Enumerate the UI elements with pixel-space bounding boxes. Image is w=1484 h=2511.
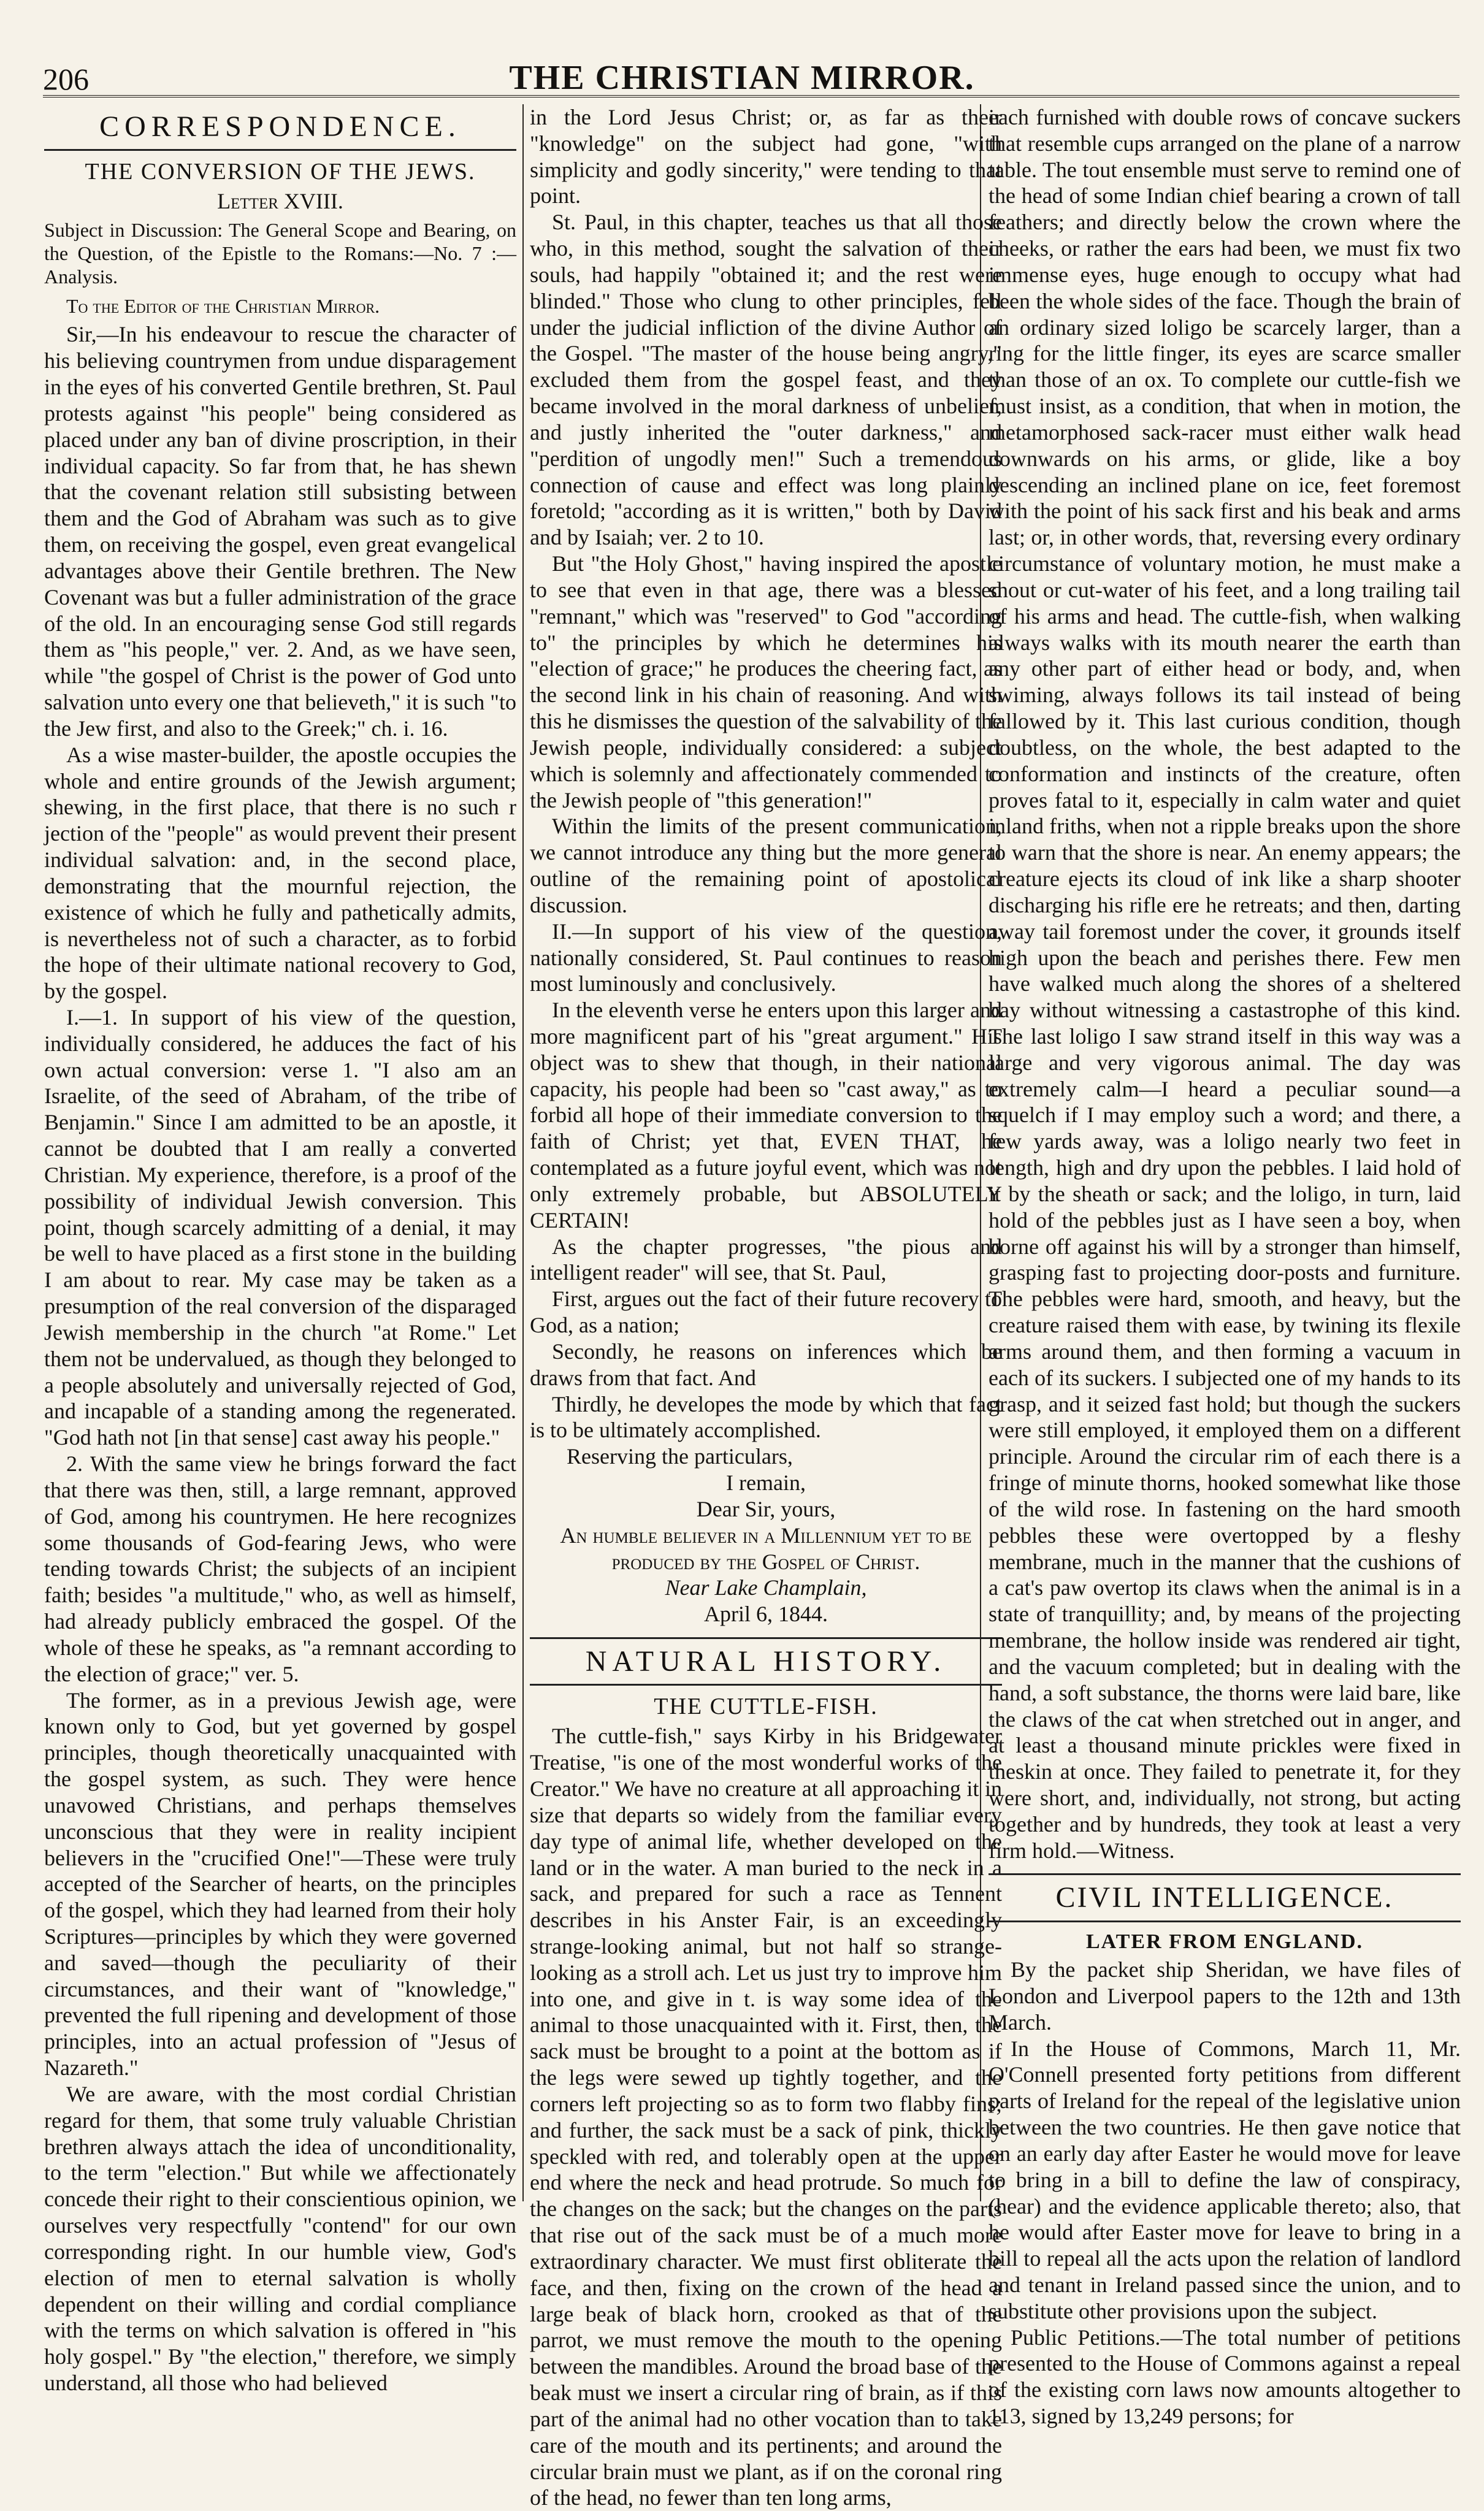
header-rule (43, 95, 1459, 97)
paragraph: In the eleventh verse he enters upon this larger and more magnificent part of his "great argument." His object was to shew that though, in their national capacity, his people had been so "cast away," as to forbid all hope of their immediate conversion to the faith of Christ; yet that, EVEN THAT, he contemplated as a future joyful event, which was not only extremely probable, but ABSOLUTELY CERTAIN! (530, 998, 1002, 1233)
paragraph: The former, as in a previous Jewish age, were known only to God, but yet governed by gospel principles, though theoretically unacquainted with the gospel system, as such. They were hence unavowed Christians, and perhaps themselves unconscious that they were in reality incipient believers in the "crucified One!"—These were truly accepted of the Searcher of hearts, on the principles of the gospel, which they had learned from their holy Scriptures—principles by which they were governed and saved—though the peculiarity of their circumstances, and their want of "knowledge," prevented the full ripening and development of those principles, into an actual profession of "Jesus of Nazareth." (44, 1687, 516, 2081)
paragraph: in the Lord Jesus Christ; or, as far as their "knowledge" on the subject had gone, "with simplicity and godly sincerity," were tending to that point. (530, 105, 1002, 208)
paragraph: each furnished with double rows of concave suckers that resemble cups arranged on the plane of a narrow table. The tout ensemble must serve to remind one of the head of some Indian chief bearing a crown of tall feathers; and directly below the crown where the cheeks, or rather the ears had been, we must fix two immense eyes, huge enough to occupy what had been the whole sides of the face. Though the brain of an ordinary sized loligo be scarcely larger, than a ring for the little finger, its eyes are scarce smaller than those of an ox. To complete our cuttle-fish we must insist, as a condition, that when in motion, the metamorphosed sack-racer must either walk head downwards on his arms, or glide, like a boy descending an inclined plane on ice, feet foremost with the point of his sack first and his beak and arms last; or, in other words, that, reversing every ordinary circumstance of voluntary motion, he must make a snout or cut-water of his feet, and a long trailing tail of his arms and head. The cuttle-fish, when walking always walks with its mouth nearer the earth than any other part of either head or body, and, when swiming, always follows its tail instead of being fallowed by it. This last curious condition, though doubtless, on the whole, the best adapted to the conformation and instincts of the creature, often proves fatal to it, especially in calm water and quiet inland friths, when not a ripple breaks upon the shore to warn that the shore is near. An enemy appears; the creature ejects its cloud of ink like a sharp shooter discharging his rifle ere he retreats; and then, darting away tail foremost under the cover, it grounds itself high upon the beach and perishes there. Few men have walked much along the shores of a sheltered bay without witnessing a castastrophe of this kind. The last loligo I saw strand itself in this way was a large and very vigorous animal. The day was extremely calm—I heard a peculiar sound—a squelch if I may employ such a word; and there, a few yards away, was a loligo nearly two feet in length, high and dry upon the pebbles. I laid hold of it by the sheath or sack; and the loligo, in turn, laid hold of the pebbles just as I have seen a boy, when borne off against his will by a stronger than himself, grasping fast to projecting door-posts and furniture. The pebbles were hard, smooth, and heavy, but the creature raised them with ease, by twining its flexile arms around them, and then forming a vacuum in each of its suckers. I subjected one of my hands to its grasp, and it seized fast hold; but though the suckers were still employed, it employed them on a different principle. Around the circular rim of each there is a fringe of minute thorns, hooked somewhat like those of the wild rose. In fastening on the hard smooth pebbles these were overtopped by a fleshy membrane, much in the manner that the cushions of a cat's paw overtop its claws when the animal is in a state of tranquillity; and, by means of the projecting membrane, the hollow inside was rendered air tight, and the vacuum completed; but in dealing with the hand, a soft substance, the thorns were laid bare, like the claws of the cat when stretched out in anger, and at least a thousand minute prickles were fixed in theskin at once. They failed to penetrate it, for they were short, and, individually, not strong, but acting together and by hundreds, they took at least a very firm hold.—Witness. (989, 105, 1461, 1863)
journal-title: THE CHRISTIAN MIRROR. (509, 59, 975, 97)
paragraph: But "the Holy Ghost," having inspired the apostle to see that even in that age, there was a blessed "remnant," which was "reserved" to God "according to" the principles by which he determines his "election of grace;" he produces the cheering fact, as the second link in his chain of reasoning. And with this he dismisses the question of the salvability of the Jewish people, individually considered: a subject which is solemnly and affectionately commended to the Jewish people of "this generation!" (530, 551, 1002, 812)
article-title: THE CUTTLE-FISH. (654, 1694, 878, 1720)
signature: An humble believer in a Millennium yet to be produced by the Gospel of Christ. (560, 1523, 972, 1574)
paragraph: As the chapter progresses, "the pious and intelligent reader" will see, that St. Paul, (530, 1234, 1002, 1285)
letter-number: Letter XVIII. (217, 189, 343, 214)
page-number: 206 (43, 62, 89, 96)
closing-line: Reserving the particulars, (567, 1444, 793, 1469)
paragraph: By the packet ship Sheridan, we have files of London and Liverpool papers to the 12th and 13th March. (989, 1957, 1461, 2035)
closing-line: Dear Sir, yours, (696, 1496, 836, 1521)
article-title: LATER FROM ENGLAND. (1086, 1930, 1363, 1953)
page-header (25, 25, 1459, 98)
section-heading (989, 1873, 1461, 1922)
paragraph: In the House of Commons, March 11, Mr. O'Connell presented forty petitions from different parts of Ireland for the repeal of the legislative union between the two countries. He then gave notice that on an early day after Easter he would move for leave to bring in a bill to define the law of conspiracy, (hear) and the evidence applicable thereto; also, that he would after Easter move for leave to bring in a bill to repeal all the acts upon the relation of landlord and tenant in Ireland passed since the union, and to substitute other provisions upon the subject. (989, 2036, 1461, 2323)
paragraph: First, argues out the fact of their future recovery to God, as a nation; (530, 1286, 1002, 1338)
paragraph: Secondly, he reasons on inferences which be draws from that fact. And (530, 1339, 1002, 1390)
paragraph: The cuttle-fish," says Kirby in his Bridgewater Treatise, "is one of the most wonderful works of the Creator." We have no creature at all approaching it in size that departs so widely from the familiar every day type of animal life, whether developed on the land or in the water. A man buried to the neck in a sack, and prepared for such a race as Tennent describes in his Anster Fair, is an exceedingly strange-looking animal, but not half so strange-looking as a stroll ach. Let us just try to improve him into one, and give in t. is way some idea of the animal to those unacquainted with it. First, then, the sack must be brought to a point at the bottom as if the legs were sewed up tightly together, and the corners left projecting so as to form two flabby fins; and further, the sack must be a sack of pink, thickly speckled with red, and tolerably open at the upper end where the neck and head protrude. So much for the changes on the sack; but the changes on the parts that rise out of the sack must be of a much more extraordinary character. We must first obliterate the face, and then, fixing on the crown of the head a large beak of black horn, crooked as that of the parrot, we must remove the mouth to the opening between the mandibles. Around the broad base of the beak must we insert a circular ring of brain, as if this part of the animal had no other vocation than to take care of the mouth and its pertinents; and around the circular brain must we plant, as if on the coronal ring of the head, no fewer than ten long arms, (530, 1724, 1002, 2510)
paragraph: Thirdly, he developes the mode by which that fact is to be ultimately accomplished. (530, 1391, 1002, 1443)
civil-intelligence-heading: CIVIL INTELLIGENCE. (1055, 1881, 1394, 1914)
paragraph: Within the limits of the present communication, we cannot introduce any thing but the more general outline of the remaining point of apostolical discussion. (530, 814, 1002, 917)
paragraph: St. Paul, in this chapter, teaches us that all those who, in this method, sought the salvation of their souls, had happily "obtained it; and the rest were blinded." Those who clung to other principles, fell under the judicial infliction of the divine Author of the Gospel. "The master of the house being angry," excluded them from the gospel feast, and they became involved in the moral darkness of unbelief, and justly inherited the "outer darkness," and "perdition of ungodly men!" Such a tremendous connection of cause and effect was long plainly foretold; "according as it is written," both by David and by Isaiah; ver. 2 to 10. (530, 210, 1002, 550)
column-3 (989, 104, 1461, 2429)
column-divider (522, 104, 524, 2201)
paragraph: We are aware, with the most cordial Christian regard for them, that some truly valuable Christian brethren always attach the idea of unconditionality, to the term "election." But while we affectionately concede their right to their conscientious opinion, we ourselves very respectfully "contend" for our own corresponding right. In our humble view, God's election of men to eternal salvation is wholly dependent on their willing and cordial compliance with the terms on which salvation is offered in "his holy gospel." By "the election," therefore, we simply understand, all those who had believed (44, 2081, 516, 2396)
paragraph: II.—In support of his view of the question, nationally considered, St. Paul continues to reason most luminously and conclusively. (530, 919, 1002, 996)
paragraph: I.—1. In support of his view of the question, individually considered, he adduces the fact of his own actual conversion: verse 1. "I also am an Israelite, of the seed of Abraham, of the tribe of Benjamin." Since I am admitted to be an apostle, it cannot be doubted that I am really a converted Christian. My experience, therefore, is a proof of the possibility of individual Jewish conversion. This point, though scarcely admitting of a denial, it may be well to have placed as a first stone in the building I am about to rear. My case may be taken as a presumption of the real conversion of the disparaged Jewish membership in the church "at Rome." Let them not be undervalued, as though they belonged to a people absolutely and universally rejected of God, and incapable of a standing among the regenerated. "God hath not [in that sense] cast away his people." (44, 1005, 516, 1450)
correspondence-heading: CORRESPONDENCE. (99, 110, 461, 143)
section-heading (44, 104, 516, 151)
salutation: To the Editor of the Christian Mirror. (66, 295, 380, 318)
column-1 (44, 104, 516, 2396)
dateline-place: Near Lake Champlain, (665, 1575, 867, 1600)
paragraph: Sir,—In his endeavour to rescue the character of his believing countrymen from undue disparagement in the eyes of his converted Gentile brethren, St. Paul protests against "his people" being considered as placed under any ban of divine proscription, in their individual capacity. So far from that, he has shewn that the covenant relation still subsisting between them and the God of Abraham was such as to give them, on receiving the gospel, even great evangelical advantages above their Gentile brethren. The New Covenant was but a fuller administration of the grace of the old. In an encouraging sense God still regards them as "his people," ver. 2. And, as we have seen, while "the gospel of Christ is the power of God unto salvation unto every one that believeth," it is such "to the Jew first, and also to the Greek;" ch. i. 16. (44, 322, 516, 741)
paragraph: As a wise master-builder, the apostle occupies the whole and entire grounds of the Jewish argument; shewing, in the first place, that there is no such r jection of the "people" as would prevent their present individual salvation: and, in the second place, demonstrating that the mournful rejection, the existence of which he fully and pathetically admits, is nevertheless not of such a character, as to forbid the hope of their ultimate national recovery to God, by the gospel. (44, 742, 516, 1004)
paragraph: Public Petitions.—The total number of petitions presented to the House of Commons against a repeal of the existing corn laws now amounts altogether to 113, signed by 13,249 persons; for (989, 2325, 1461, 2429)
closing-line: I remain, (726, 1470, 806, 1496)
paragraph: 2. With the same view he brings forward the fact that there was then, still, a large remnant, approved of God, among his countrymen. He here recognizes some thousands of God-fearing Jews, who were tending towards Christ; the subjects of an incipient faith; besides "a multitude," who, as well as himself, had already publicly embraced the gospel. Of the whole of these he speaks, as "a remnant according to the election of grace;" ver. 5. (44, 1451, 516, 1686)
article-title: THE CONVERSION OF THE JEWS. (85, 159, 476, 185)
natural-history-heading: NATURAL HISTORY. (585, 1645, 947, 1678)
dateline-date: April 6, 1844. (704, 1602, 828, 1627)
section-heading (530, 1637, 1002, 1686)
subject-line: Subject in Discussion: The General Scope and Bearing, on the Question, of the Epistle to the Romans:—No. 7 :—Analysis. (44, 219, 516, 288)
column-2 (530, 104, 1002, 2510)
